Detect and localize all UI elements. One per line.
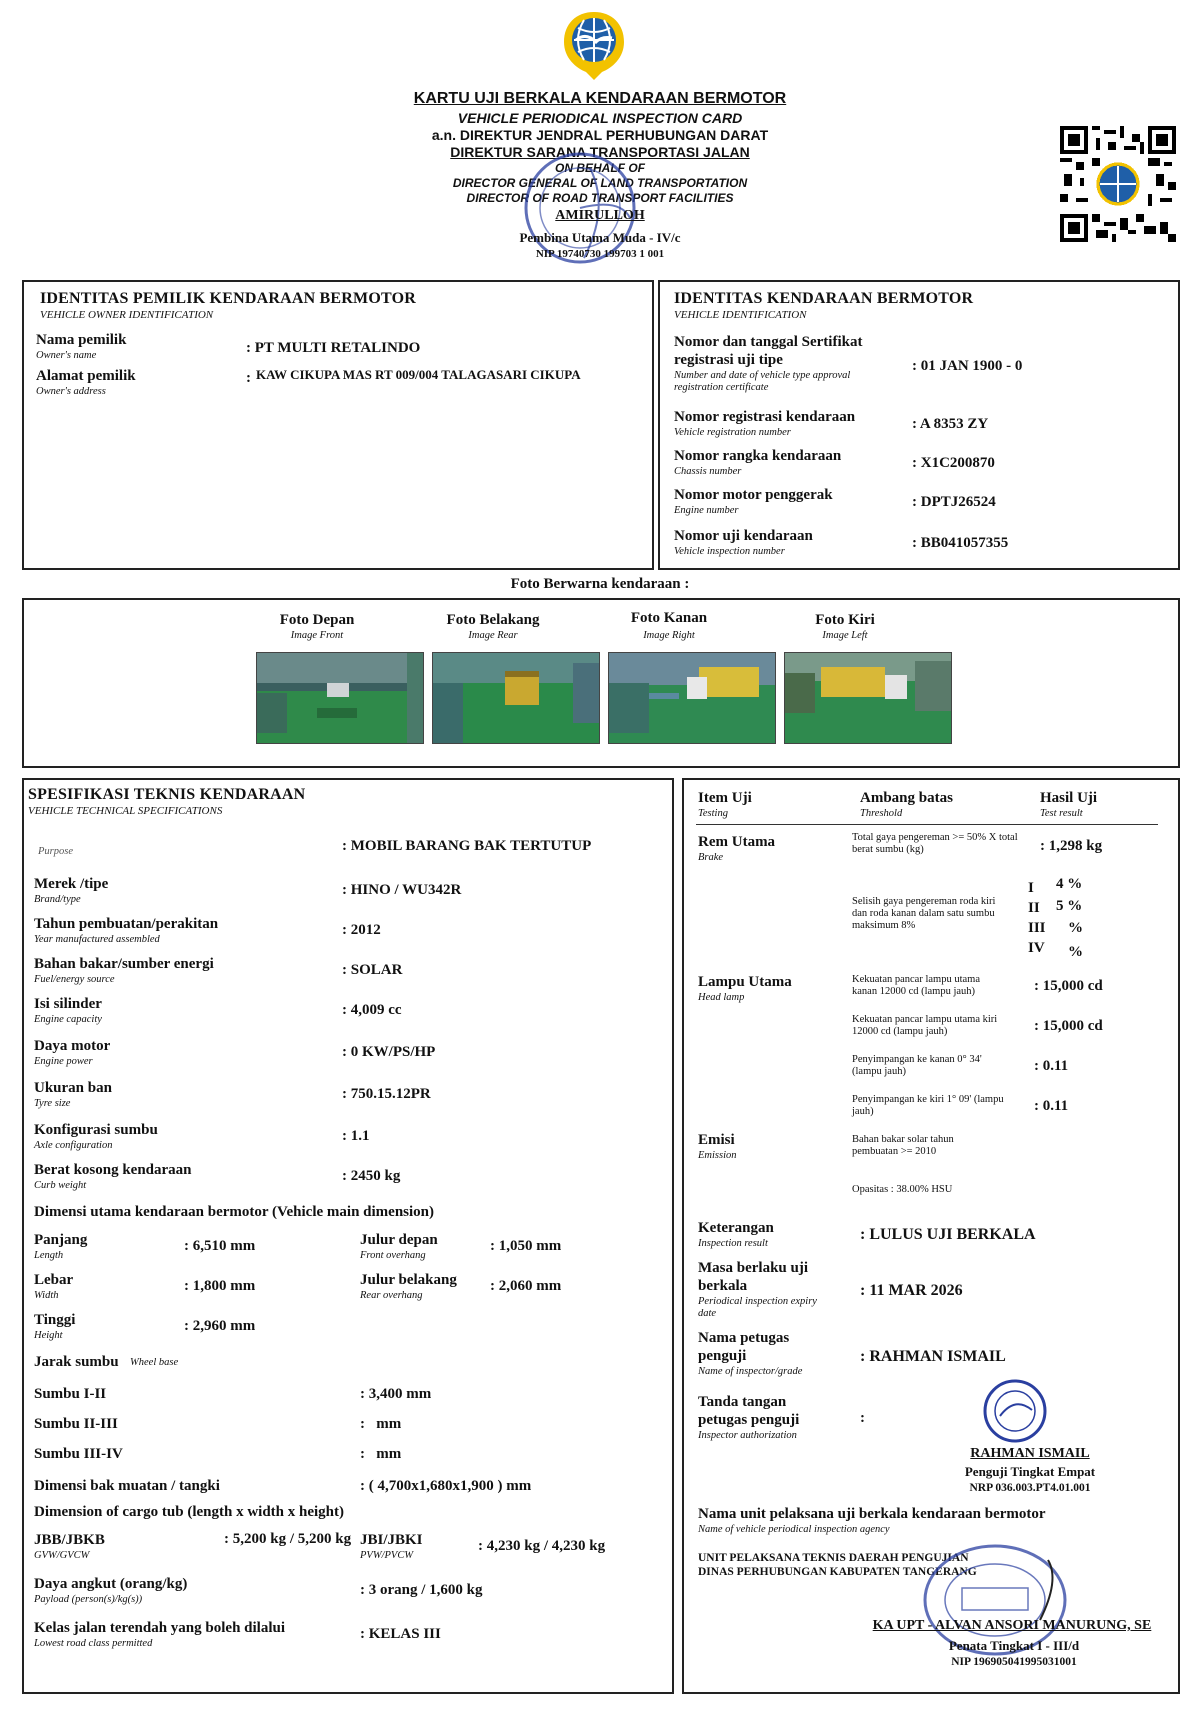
specs-section [22,778,674,1694]
year-value: : 2012 [342,922,381,938]
chassis-sub: Chassis number [674,466,742,477]
tyre-value: : 750.15.12PR [342,1086,431,1102]
inspector-label-1: Nama petugas [698,1330,790,1346]
axle-2-3-label: Sumbu II-III [34,1416,118,1432]
card-title-en: VEHICLE PERIODICAL INSPECTION CARD [457,110,743,126]
head-name: KA UPT - ALVAN ANSORI MANURUNG, SE [872,1618,1152,1633]
width-label: Lebar [34,1272,74,1288]
fuel-sub: Fuel/energy source [34,974,115,985]
photo-left-sub: Image Left [822,630,868,641]
length-value: : 6,510 mm [184,1238,256,1254]
photo-right-image [608,652,776,744]
axle-2-3-value: : mm [360,1416,402,1432]
length-label: Panjang [34,1232,88,1248]
expiry-label-1: Masa berlaku uji [698,1260,809,1276]
pvw-sub: PVW/PVCW [360,1550,414,1561]
brake-result-1: : 1,298 kg [1040,838,1103,854]
axle-config-value: : 1.1 [342,1128,370,1144]
engine-power-sub: Engine power [34,1056,93,1067]
photo-rear-image [432,652,600,744]
headlamp-threshold-1: Kekuatan pancar lampu utama kanan 12000 cd (lampu jauh) [852,974,980,997]
brake-threshold-1: Total gaya pengereman >= 50% X total berat sumbu (kg) [852,832,1018,855]
brand-sub: Brand/type [34,894,81,905]
chassis-label: Nomor rangka kendaraan [674,448,842,464]
photo-left-image [784,652,952,744]
inspector-label-2: penguji [698,1348,747,1364]
photos-title: Foto Berwarna kendaraan : [510,576,690,592]
owner-address-colon: : [246,370,251,386]
owner-address-sub: Owner's address [36,386,106,397]
cargo-dim-label: Dimensi bak muatan / tangki [34,1478,220,1494]
engine-capacity-label: Isi silinder [34,996,102,1012]
signer-name: AMIRULLOH [555,208,645,223]
brake-threshold-2: Selisih gaya pengereman roda kiri dan roda kanan dalam satu sumbu maksimum 8% [852,896,996,931]
fuel-label: Bahan bakar/sumber energi [34,956,214,972]
headlamp-result-2: : 15,000 cd [1034,1018,1103,1034]
photos-section [22,598,1180,768]
expiry-value: : 11 MAR 2026 [860,1282,963,1299]
length-sub: Length [34,1250,64,1261]
expiry-sub-1: Periodical inspection expiry [698,1296,817,1307]
headlamp-result-3: : 0.11 [1034,1058,1069,1074]
owner-name-label: Nama pemilik [36,332,127,348]
photo-right-sub: Image Right [643,630,695,641]
axle-1-2-label: Sumbu I-II [34,1386,107,1402]
payload-value: : 3 orang / 1,600 kg [360,1582,483,1598]
height-value: : 2,960 mm [184,1318,256,1334]
vehicle-id-title: IDENTITAS KENDARAAN BERMOTOR [674,290,974,307]
owner-subtitle: VEHICLE OWNER IDENTIFICATION [40,309,214,321]
test-results-section [682,778,1180,1694]
headlamp-label: Lampu Utama [698,974,792,990]
agency-sub: Name of vehicle periodical inspection agency [698,1524,890,1535]
curb-weight-value: : 2450 kg [342,1168,401,1184]
photo-front-image [256,652,424,744]
signature-label-2: petugas penguji [698,1412,800,1428]
inspector-rank: Penguji Tingkat Empat [964,1464,1096,1479]
chassis-value: : X1C200870 [912,455,995,471]
col-item-sub: Testing [698,808,728,819]
opacity-value: Opasitas : 38.00% HSU [852,1184,953,1195]
photo-left-label: Foto Kiri [815,612,875,628]
engine-sub: Engine number [674,505,739,516]
brand-label: Merek /tipe [34,876,109,892]
inspector-nrp: NRP 036.003.PT4.01.001 [969,1482,1091,1494]
signer-nip: NIP 19740730 199703 1 001 [535,248,665,260]
engine-value: : DPTJ26524 [912,494,996,510]
ministry-logo [562,10,626,82]
engine-label: Nomor motor penggerak [674,487,833,503]
purpose-value: : MOBIL BARANG BAK TERTUTUP [342,838,592,854]
axle-config-label: Konfigurasi sumbu [34,1122,158,1138]
vehicle-id-subtitle: VEHICLE IDENTIFICATION [674,309,807,321]
remarks-value: : LULUS UJI BERKALA [860,1226,1036,1243]
road-class-value: : KELAS III [360,1626,441,1642]
year-sub: Year manufactured assembled [34,934,160,945]
engine-capacity-sub: Engine capacity [34,1014,102,1025]
owner-address-value: KAW CIKUPA MAS RT 009/004 TALAGASARI CIKUPA [256,367,581,382]
axle-config-sub: Axle configuration [34,1140,113,1151]
wheelbase-sub: Wheel base [130,1357,179,1368]
payload-sub: Payload (person(s)/kg(s)) [34,1594,143,1605]
agency-name-1: UNIT PELAKSANA TEKNIS DAERAH PENGUJIAN [698,1552,969,1564]
rear-overhang-label: Julur belakang [360,1272,457,1288]
tyre-sub: Tyre size [34,1098,71,1109]
fuel-value: : SOLAR [342,962,403,978]
headlamp-sub: Head lamp [698,992,745,1003]
col-item-header: Item Uji [698,790,752,806]
reg-number-label: Nomor registrasi kendaraan [674,409,856,425]
agency-name-2: DINAS PERHUBUNGAN KABUPATEN TANGERANG [698,1566,977,1578]
signer-rank: Pembina Utama Muda - IV/c [519,230,681,245]
axle-3-num: III [1028,920,1046,936]
owner-title: IDENTITAS PEMILIK KENDARAAN BERMOTOR [40,290,416,307]
headlamp-result-1: : 15,000 cd [1034,978,1103,994]
front-overhang-label: Julur depan [360,1232,438,1248]
width-value: : 1,800 mm [184,1278,256,1294]
axle-3-4-label: Sumbu III-IV [34,1446,123,1462]
engine-power-label: Daya motor [34,1038,111,1054]
director-line: DIREKTUR SARANA TRANSPORTASI JALAN [450,144,750,160]
road-class-sub: Lowest road class permitted [34,1638,153,1649]
head-nip: NIP 196905041995031001 [951,1656,1077,1668]
remarks-label: Keterangan [698,1220,774,1236]
front-overhang-value: : 1,050 mm [490,1238,562,1254]
specs-subtitle: VEHICLE TECHNICAL SPECIFICATIONS [28,805,223,817]
cert-value: : 01 JAN 1900 - 0 [912,358,1023,374]
dimension-title: Dimensi utama kendaraan bermotor (Vehicle main dimension) [34,1204,435,1220]
emission-threshold: Bahan bakar solar tahun pembuatan >= 2010 [852,1134,954,1157]
cert-sub-1: Number and date of vehicle type approval [674,370,851,381]
photo-right-label: Foto Kanan [630,610,708,626]
owner-section [22,280,654,570]
gvw-label: JBB/JBKB [34,1532,105,1548]
agency-label: Nama unit pelaksana uji berkala kendaraan bermotor [698,1506,1046,1522]
director-en-2: DIRECTOR OF ROAD TRANSPORT FACILITIES [466,191,734,205]
specs-title: SPESIFIKASI TEKNIS KENDARAAN [28,786,306,803]
front-overhang-sub: Front overhang [360,1250,426,1261]
an-line: a.n. DIREKTUR JENDRAL PERHUBUNGAN DARAT [431,127,769,143]
wheelbase-label: Jarak sumbu [34,1354,119,1370]
headlamp-result-4: : 0.11 [1034,1098,1069,1114]
photo-rear-sub: Image Rear [468,630,518,641]
signature-sub: Inspector authorization [698,1430,797,1441]
height-label: Tinggi [34,1312,76,1328]
curb-weight-label: Berat kosong kendaraan [34,1162,192,1178]
signature-label-1: Tanda tangan [698,1394,787,1410]
width-sub: Width [34,1290,59,1301]
signature-colon: : [860,1410,865,1426]
road-class-label: Kelas jalan terendah yang boleh dilalui [34,1620,286,1636]
director-en-1: DIRECTOR GENERAL OF LAND TRANSPORTATION [452,176,748,190]
inspector-sub: Name of inspector/grade [698,1366,803,1377]
engine-power-value: : 0 KW/PS/HP [342,1044,436,1060]
on-behalf: ON BEHALF OF [555,161,645,175]
height-sub: Height [34,1330,63,1341]
axle-4-val: % [1068,944,1083,960]
remarks-sub: Inspection result [698,1238,768,1249]
cert-label-1: Nomor dan tanggal Sertifikat [674,334,863,350]
inspection-number-label: Nomor uji kendaraan [674,528,813,544]
photo-front-label: Foto Depan [279,612,355,628]
header-divider [696,824,1158,825]
photo-rear-label: Foto Belakang [446,612,540,628]
cargo-dim-en: Dimension of cargo tub (length x width x height) [34,1504,345,1520]
qr-code [1060,126,1176,242]
head-rank: Penata Tingkat I - III/d [948,1638,1080,1653]
headlamp-threshold-4: Penyimpangan ke kiri 1° 09' (lampu jauh) [852,1094,1004,1117]
owner-name-value: : PT MULTI RETALINDO [246,340,421,356]
col-result-sub: Test result [1040,808,1083,819]
rear-overhang-value: : 2,060 mm [490,1278,562,1294]
headlamp-threshold-2: Kekuatan pancar lampu utama kiri 12000 cd (lampu jauh) [852,1014,998,1037]
year-label: Tahun pembuatan/perakitan [34,916,219,932]
inspector-stamp [980,1376,1050,1446]
curb-weight-sub: Curb weight [34,1180,87,1191]
rear-overhang-sub: Rear overhang [360,1290,423,1301]
brake-sub: Brake [698,852,724,863]
cargo-dim-value: : ( 4,700x1,680x1,900 ) mm [360,1478,532,1494]
tyre-label: Ukuran ban [34,1080,112,1096]
card-title: KARTU UJI BERKALA KENDARAAN BERMOTOR [413,90,787,107]
axle-1-num: I [1028,880,1034,896]
purpose-sub: Purpose [38,846,73,857]
expiry-label-2: berkala [698,1278,748,1294]
pvw-label: JBI/JBKI [360,1532,423,1548]
gvw-value: : 5,200 kg / 5,200 kg [224,1531,352,1547]
engine-capacity-value: : 4,009 cc [342,1002,402,1018]
expiry-sub-2: date [698,1308,717,1319]
owner-address-label: Alamat pemilik [36,368,136,384]
col-result-header: Hasil Uji [1040,790,1098,806]
axle-2-num: II [1028,900,1040,916]
axle-1-val: 4 % [1056,876,1083,892]
axle-3-val: % [1068,920,1083,936]
reg-number-sub: Vehicle registration number [674,427,791,438]
axle-1-2-value: : 3,400 mm [360,1386,432,1402]
cert-sub-2: registration certificate [674,382,769,393]
inspector-signed-name: RAHMAN ISMAIL [970,1446,1090,1461]
vehicle-id-section [658,280,1180,570]
brand-value: : HINO / WU342R [342,882,462,898]
cert-label-2: registrasi uji tipe [674,352,783,368]
reg-number-value: : A 8353 ZY [912,416,989,432]
pvw-value: : 4,230 kg / 4,230 kg [478,1538,606,1554]
axle-3-4-value: : mm [360,1446,402,1462]
headlamp-threshold-3: Penyimpangan ke kanan 0° 34' (lampu jauh) [852,1054,982,1077]
emission-sub: Emission [698,1150,737,1161]
gvw-sub: GVW/GVCW [34,1550,90,1561]
payload-label: Daya angkut (orang/kg) [34,1576,188,1592]
axle-4-num: IV [1028,940,1045,956]
brake-label: Rem Utama [698,834,776,850]
col-threshold-header: Ambang batas [860,790,953,806]
photo-front-sub: Image Front [290,630,344,641]
inspection-number-value: : BB041057355 [912,535,1009,551]
emission-label: Emisi [698,1132,735,1148]
col-threshold-sub: Threshold [860,808,903,819]
inspector-value: : RAHMAN ISMAIL [860,1348,1006,1365]
axle-2-val: 5 % [1056,898,1083,914]
inspection-number-sub: Vehicle inspection number [674,546,785,557]
owner-name-sub: Owner's name [36,350,97,361]
